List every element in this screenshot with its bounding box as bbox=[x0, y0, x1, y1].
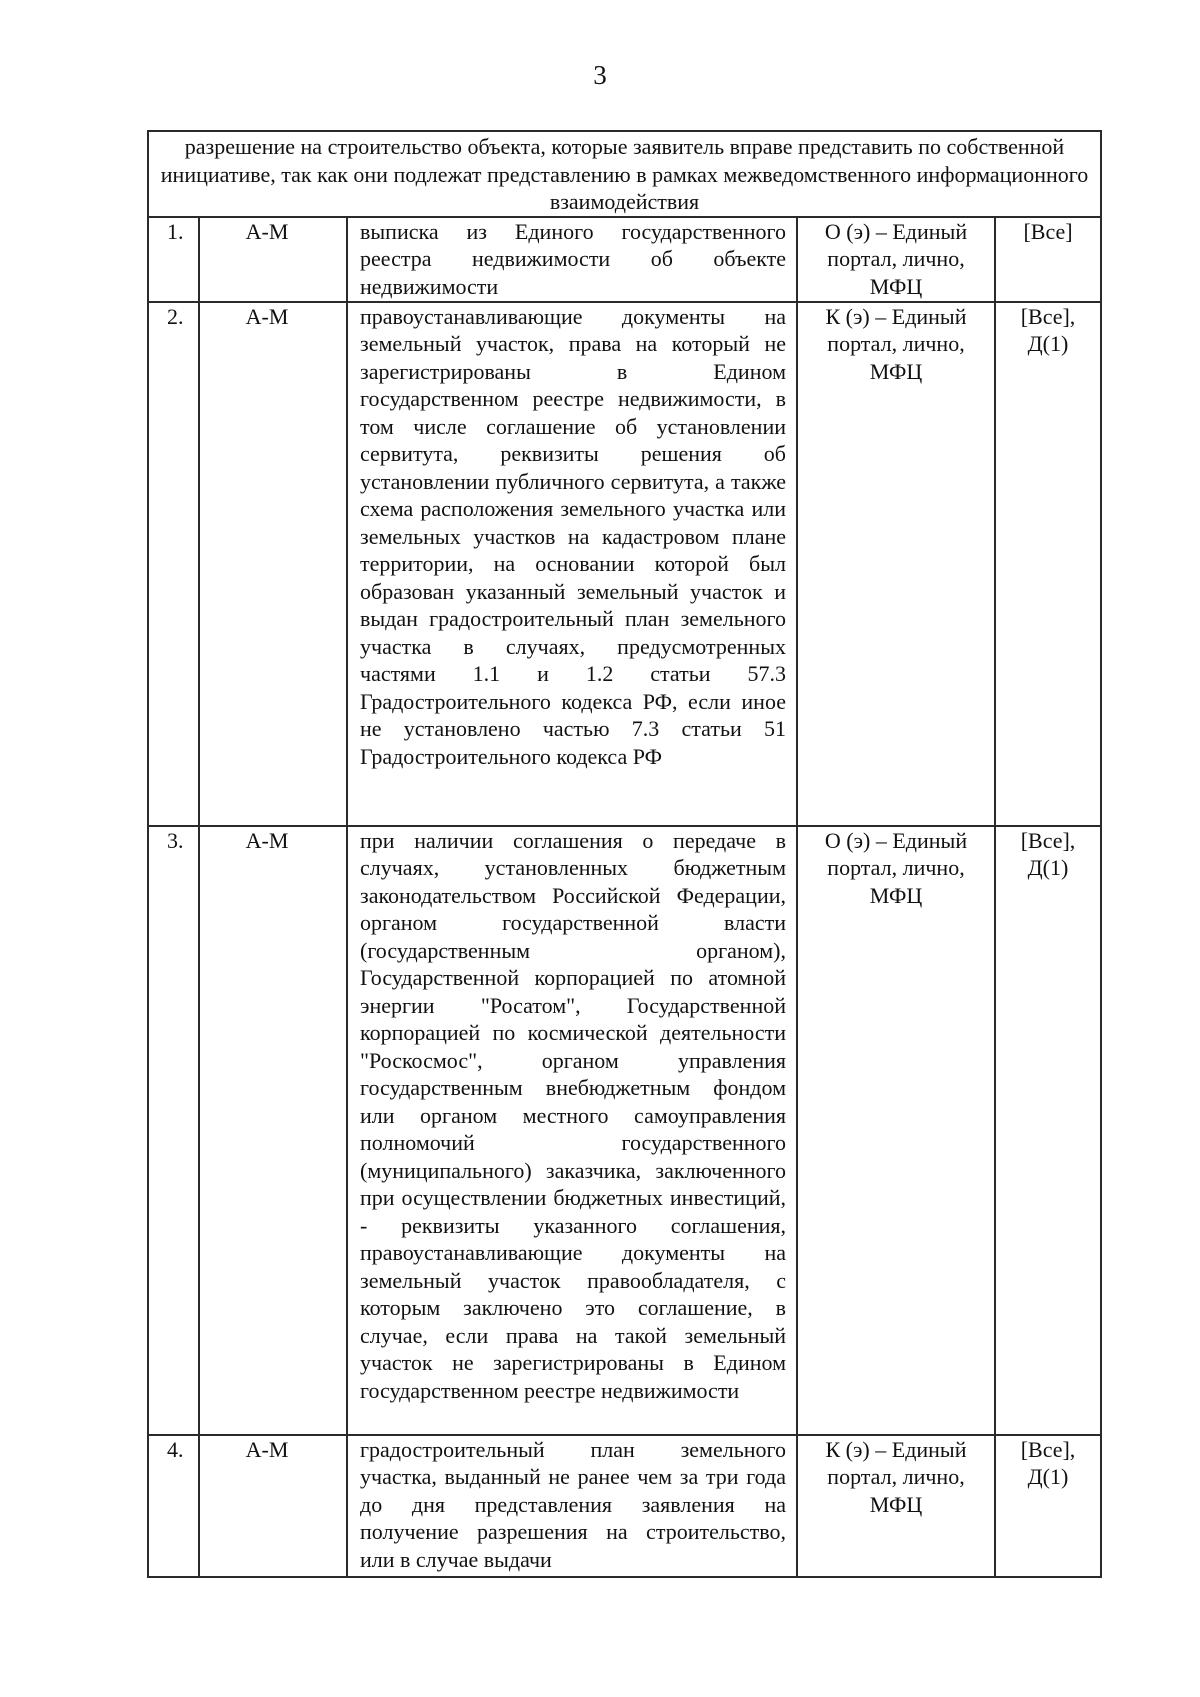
row-description: градостроительный план земельного участка, выданный не ранее чем за три года до дня представления заявления на получение разрешения на строительство, или в случае выдачи bbox=[347, 1435, 797, 1577]
row-code: А-М bbox=[199, 217, 347, 302]
row-condition: [Все], Д(1) bbox=[995, 826, 1101, 1435]
row-number: 2. bbox=[148, 302, 199, 826]
row-condition: [Все] bbox=[995, 217, 1101, 302]
row-source: К (э) – Единый портал, лично, МФЦ bbox=[797, 1435, 995, 1577]
row-description: правоустанавливающие документы на земельный участок, права на который не зарегистрированы в Едином государственном реестре недвижимости, в том числе соглашение об установлении сервитута, реквизиты решения об установлении публичного сервитута, а также схема расположения земельного участка или земельных участков на кадастровом плане территории, на основании которой был образован указанный земельный участок и выдан градостроительный план земельного участка в случаях, предусмотренных частями 1.1 и 1.2 статьи 57.3 Градостроительного кодекса РФ, если иное не установлено частью 7.3 статьи 51 Градостроительного кодекса РФ bbox=[347, 302, 797, 826]
row-source: К (э) – Единый портал, лично, МФЦ bbox=[797, 302, 995, 826]
row-code: А-М bbox=[199, 826, 347, 1435]
row-number: 4. bbox=[148, 1435, 199, 1577]
table-row bbox=[148, 302, 1101, 826]
table-header-row bbox=[148, 131, 1101, 217]
table-row bbox=[148, 826, 1101, 1435]
documents-table bbox=[147, 130, 1102, 1578]
table-row bbox=[148, 1435, 1101, 1577]
row-description: выписка из Единого государственного реестра недвижимости об объекте недвижимости bbox=[347, 217, 797, 302]
row-description: при наличии соглашения о передаче в случаях, установленных бюджетным законодательством Российской Федерации, органом государственной власти (государственным органом), Государственной корпорацией по атомной энергии "Росатом", Государственной корпорацией по космической деятельности "Роскосмос", органом управления государственным внебюджетным фондом или органом местного самоуправления полномочий государственного (муниципального) заказчика, заключенного при осуществлении бюджетных инвестиций, - реквизиты указанного соглашения, правоустанавливающие документы на земельный участок правообладателя, с которым заключено это соглашение, в случае, если права на такой земельный участок не зарегистрированы в Едином государственном реестре недвижимости bbox=[347, 826, 797, 1435]
row-code: А-М bbox=[199, 1435, 347, 1577]
row-number: 1. bbox=[148, 217, 199, 302]
row-source: О (э) – Единый портал, лично, МФЦ bbox=[797, 217, 995, 302]
row-condition: [Все], Д(1) bbox=[995, 302, 1101, 826]
row-number: 3. bbox=[148, 826, 199, 1435]
row-source: О (э) – Единый портал, лично, МФЦ bbox=[797, 826, 995, 1435]
table-header-cell bbox=[148, 131, 1101, 217]
page-number: 3 bbox=[593, 60, 607, 90]
table-row bbox=[148, 217, 1101, 302]
row-code: А-М bbox=[199, 302, 347, 826]
row-condition: [Все], Д(1) bbox=[995, 1435, 1101, 1577]
table-header-text: разрешение на строительство объекта, которые заявитель вправе представить по собственной инициативе, так как они подлежат представлению в рамках межведомственного информационного взаимодействия bbox=[160, 134, 1089, 214]
